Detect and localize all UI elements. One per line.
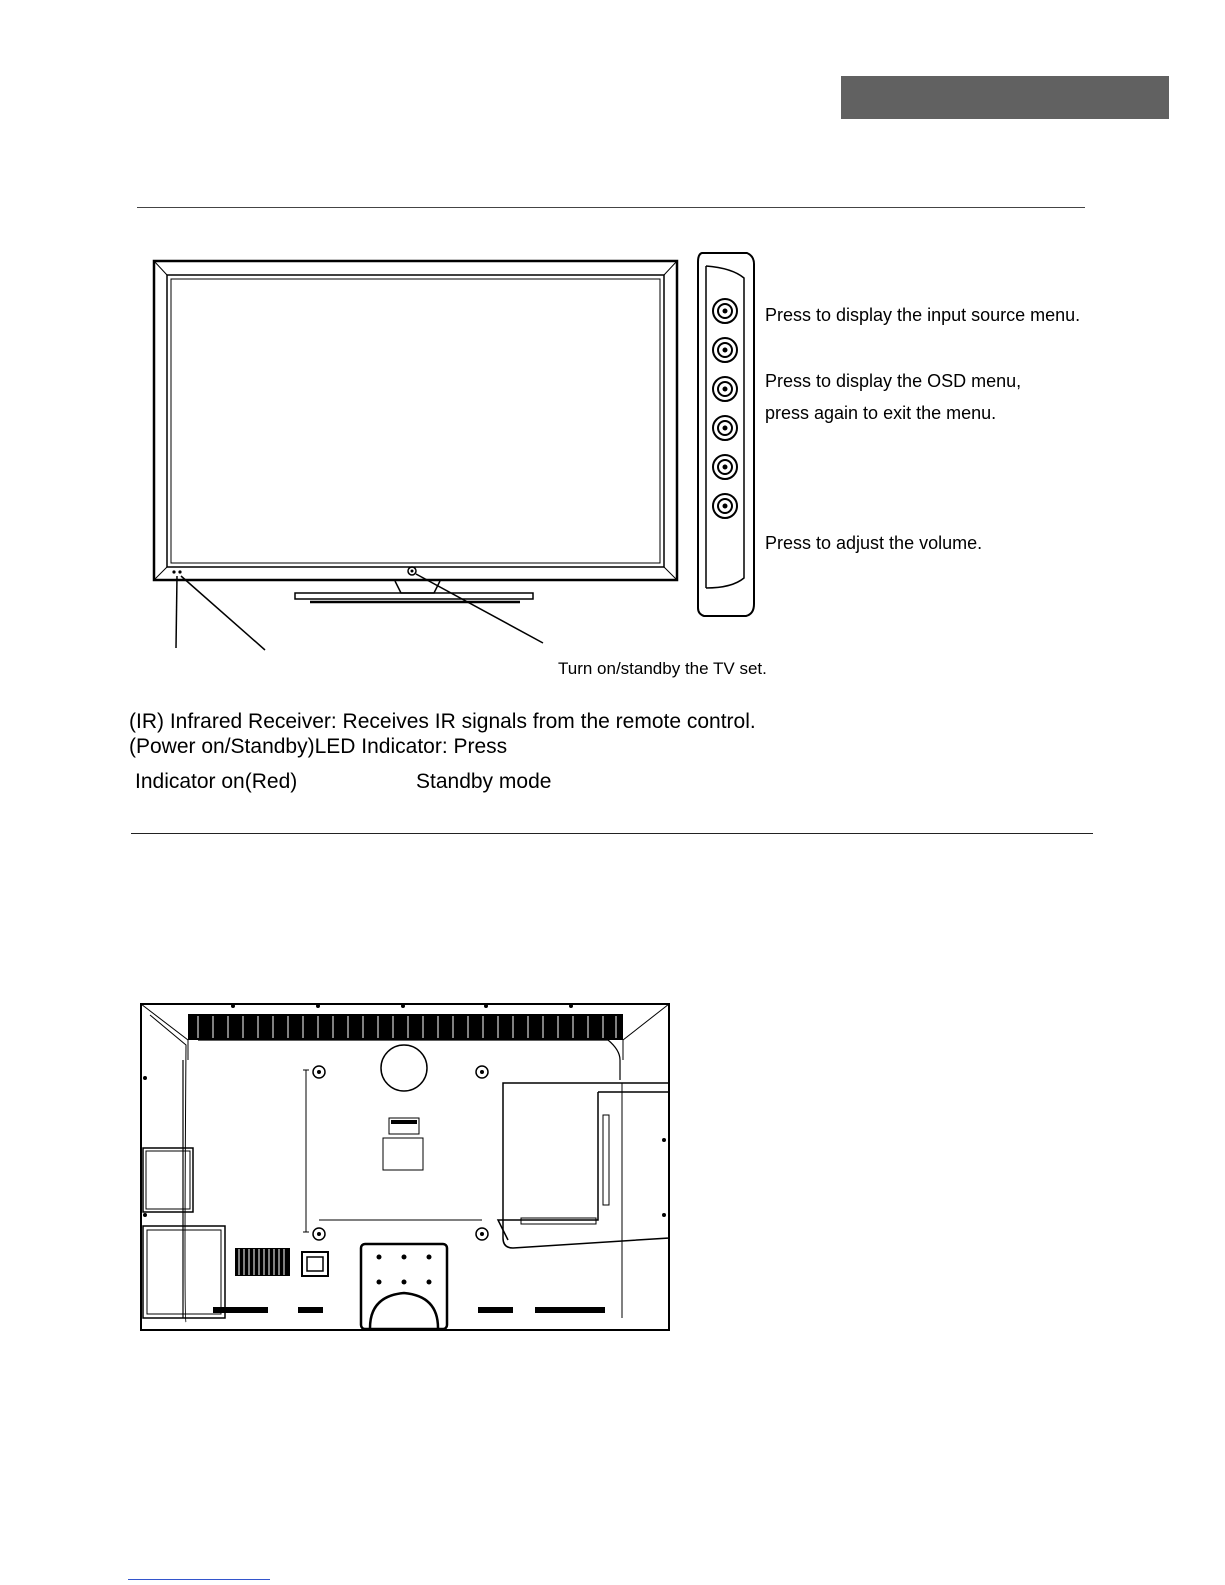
label-input-source: Press to display the input source menu.: [765, 305, 1081, 325]
side-button-1[interactable]: [713, 299, 737, 323]
footer-rule: [128, 1579, 270, 1580]
header-bar: [841, 76, 1169, 119]
top-divider: [137, 207, 1085, 208]
side-button-3[interactable]: [713, 377, 737, 401]
desc-indicator-state: Indicator on(Red): [135, 770, 298, 793]
label-power: Turn on/standby the TV set.: [558, 659, 767, 678]
side-button-4[interactable]: [713, 416, 737, 440]
side-button-5[interactable]: [713, 455, 737, 479]
tv-front-detail: [150, 255, 690, 665]
desc-indicator-mode: Standby mode: [416, 770, 552, 793]
side-button-6[interactable]: [713, 494, 737, 518]
mid-divider: [131, 833, 1093, 834]
side-panel-illustration: [692, 248, 762, 624]
side-button-2[interactable]: [713, 338, 737, 362]
label-osd-line2: press again to exit the menu.: [765, 403, 997, 423]
desc-led: (Power on/Standby)LED Indicator: Press: [129, 735, 508, 758]
label-osd-line1: Press to display the OSD menu,: [765, 371, 1022, 391]
tv-rear-illustration: [138, 1000, 674, 1335]
desc-ir: (IR) Infrared Receiver: Receives IR signals from the remote control.: [129, 710, 756, 733]
label-volume: Press to adjust the volume.: [765, 533, 983, 553]
